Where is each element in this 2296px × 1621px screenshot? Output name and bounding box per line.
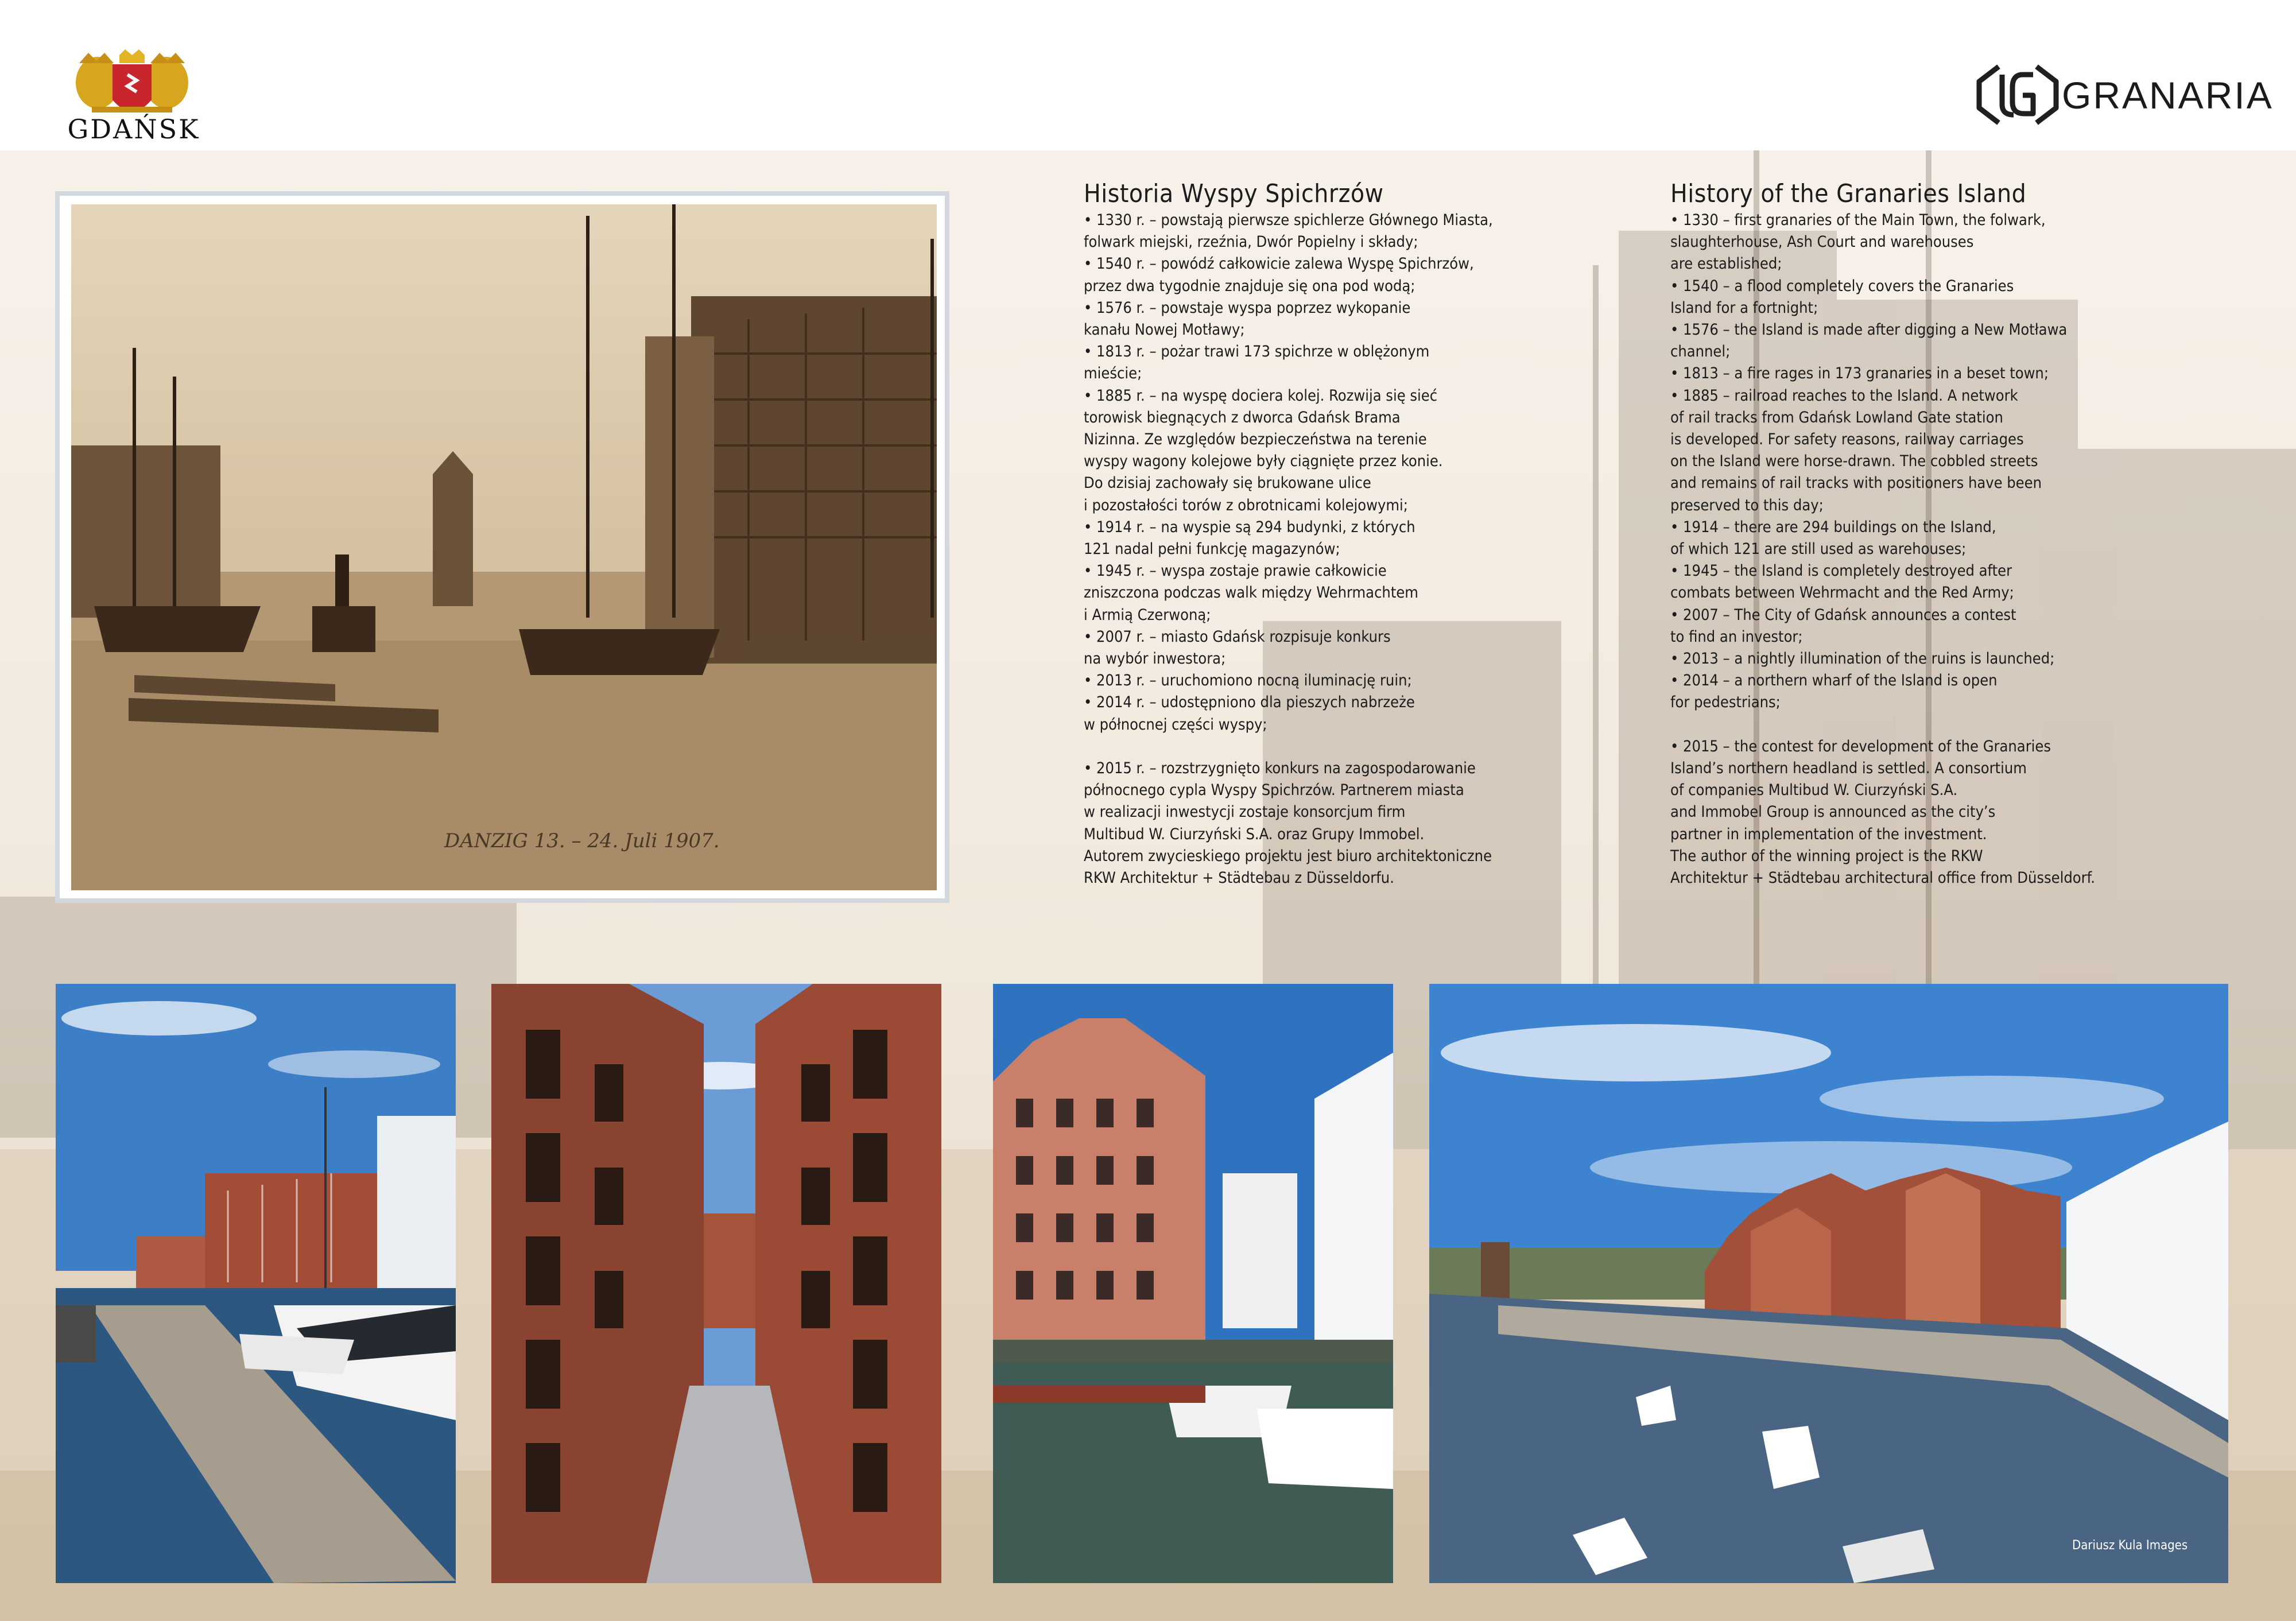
photo-credit: Dariusz Kula Images xyxy=(2072,1538,2188,1553)
granaria-logo-icon xyxy=(1975,61,2061,129)
brand-name: GRANARIA xyxy=(2062,74,2274,117)
english-history-body: • 1330 – first granaries of the Main Town, the folwark, slaughterhouse, Ash Court and warehouses are established; • 1540 – a flood completely covers the Granaries Island for a fortnight; • 1576 – the Island is made after digging a New Motława channel; • 1813 – a fire rages in 173 granaries in a beset town; • 1885 – railroad reaches to the Island. A network of rail tracks from Gdańsk Lowland Gate station is developed. For safety reasons, railway carriages on the Island were horse-drawn. The cobbled streets and remains of rail tracks with positioners have been preserved to this day; • 1914 – there are 294 buildings on the Island, of which 121 are still used as warehouses; • 1945 – the Island is completely destroyed after combats between Wehrmacht and the Red Army; • 2007 – The City of Gdańsk announces a contest to find an investor; • 2013 – a nightly illumination of the ruins is launched; • 2014 – a northern wharf of the Island is open for pedestrians; • 2015 – the contest for development of the Granaries Island’s northern headland is settled. A consortium of companies Multibud W. Ciurzyński S.A. and Immobel Group is announced as the city’s partner in implementation of the investment. The author of the winning project is the RKW Architektur + Städtebau architectural office from Düsseldorf. xyxy=(1670,211,2095,887)
historic-harbour-image xyxy=(71,204,937,890)
photo-marina xyxy=(56,984,456,1583)
polish-history-title: Historia Wyspy Spichrzów xyxy=(1084,179,1384,208)
photo-brick-street xyxy=(491,984,941,1583)
english-history-column xyxy=(1670,179,2175,889)
polish-history-body: • 1330 r. – powstają pierwsze spichlerze Głównego Miasta, folwark miejski, rzeźnia, Dwór Popielny i składy; • 1540 r. – powódź całkowicie zalewa Wyspę Spichrzów, przez dwa tygodnie znajduje się ona pod wodą; • 1576 r. – powstaje wyspa poprzez wykopanie kanału Nowej Motławy; • 1813 r. – pożar trawi 173 spichrze w oblężonym mieście; • 1885 r. – na wyspę dociera kolej. Rozwija się sieć torowisk biegnących z dworca Gdańsk Brama Nizinna. Ze względów bezpieczeństwa na terenie wyspy wagony kolejowe były ciągnięte przez konie. Do dzisiaj zachowały się brukowane ulice i pozostałości torów z obrotnicami kolejowymi; • 1914 r. – na wyspie są 294 budynki, z których 121 nadal pełni funkcję magazynów; • 1945 r. – wyspa zostaje prawie całkowicie zniszczona podczas walk między Wehrmachtem i Armią Czerwoną; • 2007 r. – miasto Gdańsk rozpisuje konkurs na wybór inwestora; • 2013 r. – uruchomiono nocną iluminację ruin; • 2014 r. – udostępniono dla pieszych nabrzeże w północnej części wyspy; • 2015 r. – rozstrzygnięto konkurs na zagospodarowanie północnego cypla Wyspy Spichrzów. Partnerem miasta w realizacji inwestycji zostaje konsorcjum firm Multibud W. Ciurzyński S.A. oraz Grupy Immobel. Autorem zwycieskiego projektu jest biuro architektoniczne RKW Architektur + Städtebau z Düsseldorfu. xyxy=(1084,211,1493,887)
photo-aerial-panorama xyxy=(1429,984,2228,1583)
historic-photo-caption: DANZIG 13. – 24. Juli 1907. xyxy=(444,829,720,852)
polish-history-column xyxy=(1084,179,1589,889)
header xyxy=(0,0,2296,150)
english-history-title: History of the Granaries Island xyxy=(1670,179,2027,208)
historic-photo xyxy=(71,204,937,890)
gdansk-logo-text: GDAŃSK xyxy=(67,114,200,145)
photo-canal-buildings xyxy=(993,984,1393,1583)
